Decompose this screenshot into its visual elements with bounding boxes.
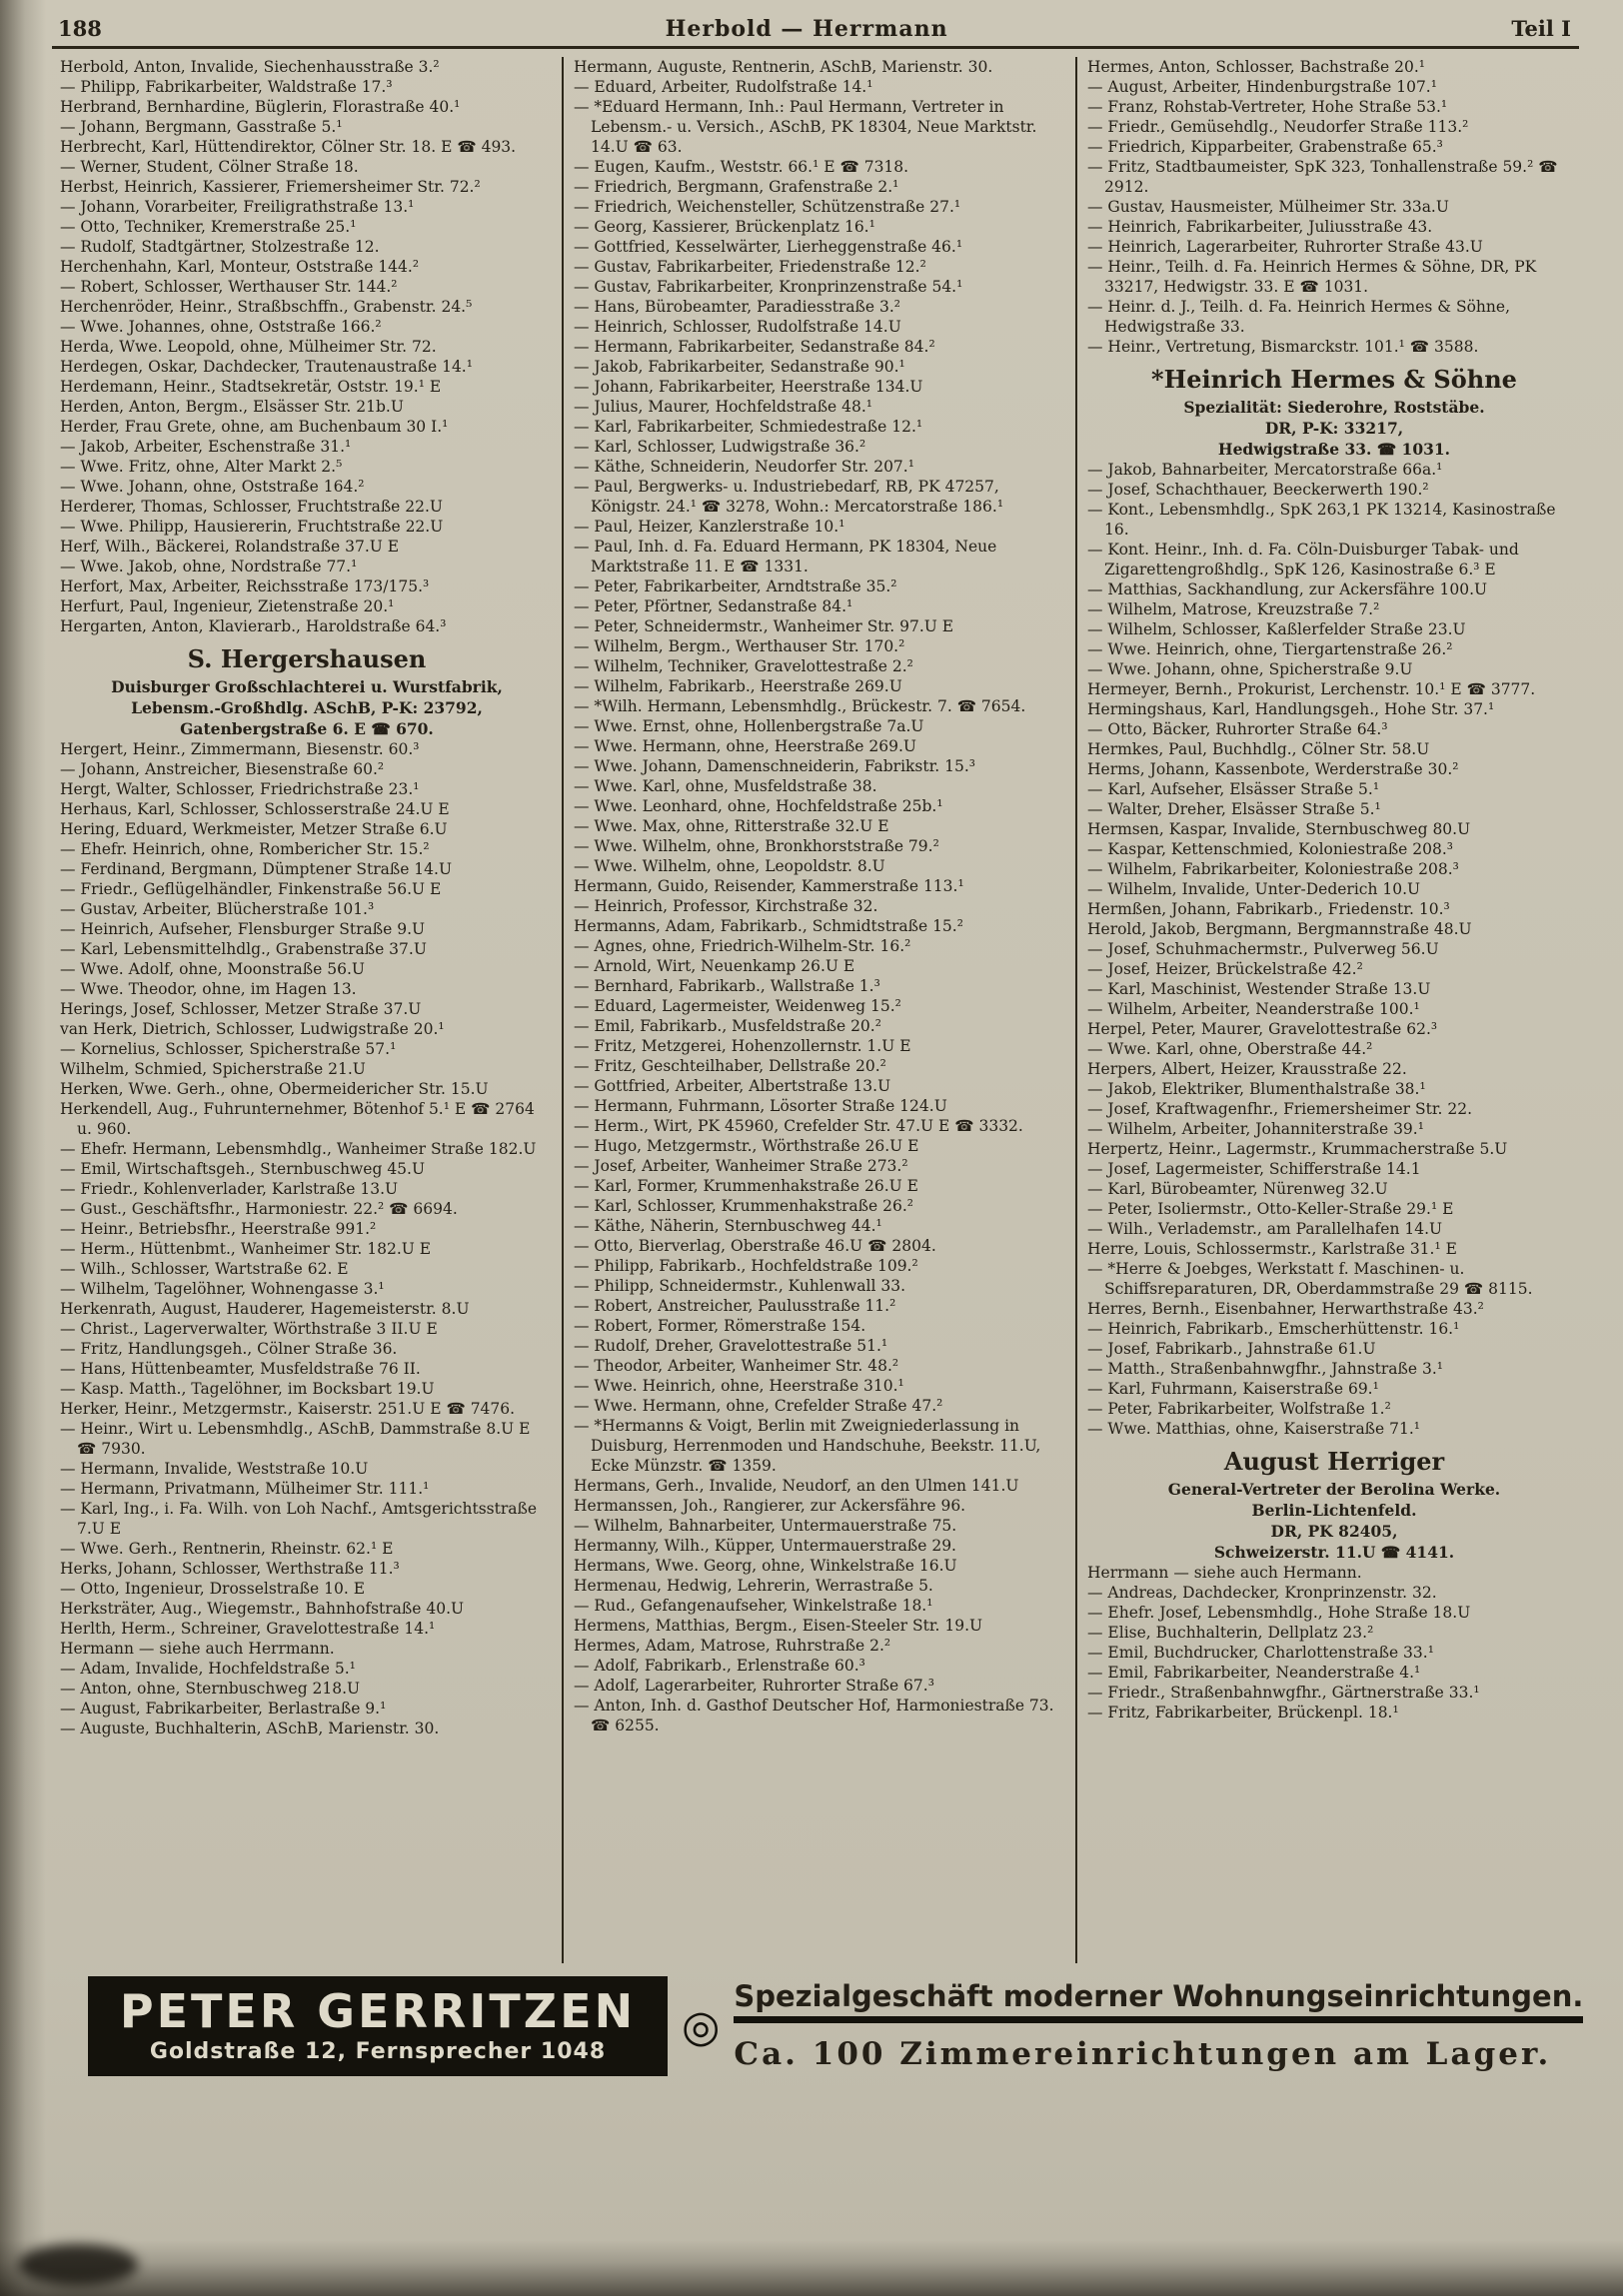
directory-company-heading: August Herriger — [1223, 1447, 1445, 1476]
directory-entry: — *Wilh. Hermann, Lebensmhdlg., Brückestr. 7. ☎ 7654. — [574, 697, 1026, 715]
directory-entry: — Wwe. Jakob, ohne, Nordstraße 77.¹ — [60, 558, 358, 575]
directory-entry: — Rudolf, Dreher, Gravelottestraße 51.¹ — [574, 1337, 888, 1355]
directory-entry: — Paul, Inh. d. Fa. Eduard Hermann, PK 18304, Neue Marktstraße 11. E ☎ 1331. — [574, 538, 997, 575]
directory-entry: — Gustav, Hausmeister, Mülheimer Str. 33a.U — [1087, 198, 1449, 216]
directory-entry: — Josef, Heizer, Brückelstraße 42.² — [1087, 960, 1363, 978]
directory-entry: Hering, Eduard, Werkmeister, Metzer Straße 6.U — [60, 820, 448, 838]
directory-entry: — Karl, Bürobeamter, Nürenweg 32.U — [1087, 1180, 1388, 1198]
directory-entry: — Robert, Anstreicher, Paulusstraße 11.² — [574, 1297, 896, 1315]
directory-company-heading: *Heinrich Hermes & Söhne — [1151, 365, 1517, 394]
directory-company-detail: Hedwigstraße 33. ☎ 1031. — [1217, 440, 1451, 459]
directory-entry: Hermann, Auguste, Rentnerin, ASchB, Marienstr. 30. — [574, 58, 993, 76]
directory-entry: — Wilhelm, Fabrikarbeiter, Koloniestraße 208.³ — [1087, 860, 1459, 878]
directory-entry: Hermann, Guido, Reisender, Kammerstraße 113.¹ — [574, 877, 964, 895]
directory-entry: — Wwe. Johann, ohne, Oststraße 164.² — [60, 478, 365, 496]
scan-artifact — [18, 2244, 138, 2286]
directory-entry: Herres, Bernh., Eisenbahner, Herwarthstraße 43.² — [1087, 1300, 1484, 1318]
directory-entry: Herms, Johann, Kassenbote, Werderstraße 30.² — [1087, 760, 1459, 778]
directory-entry: — Friedrich, Bergmann, Grafenstraße 2.¹ — [574, 178, 899, 196]
directory-entry: — Anton, ohne, Sternbuschweg 218.U — [60, 1680, 361, 1698]
directory-entry: — Karl, Aufseher, Elsässer Straße 5.¹ — [1087, 780, 1380, 798]
directory-entry: — Johann, Fabrikarbeiter, Heerstraße 134.U — [574, 378, 923, 396]
directory-entry: — Wwe. Ernst, ohne, Hollenbergstraße 7a.U — [574, 717, 924, 735]
directory-entry: — Käthe, Näherin, Sternbuschweg 44.¹ — [574, 1217, 882, 1235]
directory-entry: — Josef, Lagermeister, Schifferstraße 14.1 — [1087, 1160, 1421, 1178]
directory-company-detail: Spezialität: Siederohre, Roststäbe. — [1183, 398, 1485, 417]
directory-entry: — Adolf, Fabrikarb., Erlenstraße 60.³ — [574, 1657, 865, 1675]
directory-entry: — Rud., Gefangenaufseher, Winkelstraße 18.¹ — [574, 1597, 933, 1615]
directory-entry: Herder, Frau Grete, ohne, am Buchenbaum 30 I.¹ — [60, 418, 449, 436]
directory-entry: — Karl, Maschinist, Westender Straße 13.U — [1087, 980, 1431, 998]
directory-entry: — Matth., Straßenbahnwgfhr., Jahnstraße 3.¹ — [1087, 1360, 1444, 1378]
directory-entry: Herksträter, Aug., Wiegemstr., Bahnhofstraße 40.U — [60, 1600, 465, 1618]
directory-entry: — Friedrich, Kipparbeiter, Grabenstraße 65.³ — [1087, 138, 1443, 156]
directory-entry: Hermann — siehe auch Herrmann. — [60, 1640, 335, 1658]
directory-entry: — Otto, Ingenieur, Drosselstraße 10. E — [60, 1580, 366, 1598]
directory-entry: — Wwe. Johann, Damenschneiderin, Fabrikstr. 15.³ — [574, 757, 976, 775]
directory-company-detail: Duisburger Großschlachterei u. Wurstfabrik, — [111, 677, 503, 696]
directory-entry: — Wwe. Heinrich, ohne, Tiergartenstraße 26.² — [1087, 640, 1453, 658]
directory-entry: — Andreas, Dachdecker, Kronprinzenstr. 32. — [1087, 1584, 1437, 1602]
directory-entry: — Robert, Former, Römerstraße 154. — [574, 1317, 866, 1335]
directory-entry: — *Herre & Joebges, Werkstatt f. Maschinen- u. Schiffsreparaturen, DR, Oberdammstraße 29 ☎ 8115. — [1087, 1260, 1533, 1298]
directory-columns — [0, 55, 1623, 1963]
directory-entry: Hermans, Gerh., Invalide, Neudorf, an den Ulmen 141.U — [574, 1477, 1019, 1495]
directory-entry: — Fritz, Handlungsgeh., Cölner Straße 36. — [60, 1340, 398, 1358]
directory-entry: — Gustav, Fabrikarbeiter, Friedenstraße 12.² — [574, 258, 926, 276]
directory-entry: Hergarten, Anton, Klavierarb., Haroldstraße 64.³ — [60, 617, 447, 635]
ad-company-name: PETER GERRITZEN — [119, 1984, 637, 2038]
page-part-label: Teil I — [1511, 16, 1571, 41]
directory-entry: — Emil, Buchdrucker, Charlottenstraße 33.¹ — [1087, 1644, 1434, 1662]
directory-entry: — Heinr., Betriebsfhr., Heerstraße 991.² — [60, 1220, 377, 1238]
directory-entry: — Josef, Fabrikarb., Jahnstraße 61.U — [1087, 1340, 1376, 1358]
directory-entry: Herdegen, Oskar, Dachdecker, Trautenaustraße 14.¹ — [60, 358, 473, 376]
directory-entry: Herpertz, Heinr., Lagermstr., Krummacherstraße 5.U — [1087, 1140, 1508, 1158]
advertisement-banner — [88, 1976, 1584, 2076]
directory-entry: Herings, Josef, Schlosser, Metzer Straße 37.U — [60, 1000, 422, 1018]
directory-company-detail: DR, PK 82405, — [1270, 1522, 1398, 1541]
directory-entry: — Karl, Former, Krummenhakstraße 26.U E — [574, 1177, 918, 1195]
directory-entry: — Jakob, Fabrikarbeiter, Sedanstraße 90.¹ — [574, 358, 905, 376]
page-number: 188 — [58, 16, 102, 41]
directory-entry: — Emil, Fabrikarb., Musfeldstraße 20.² — [574, 1017, 881, 1035]
directory-entry: — Eduard, Arbeiter, Rudolfstraße 14.¹ — [574, 78, 873, 96]
directory-entry: — Peter, Fabrikarbeiter, Arndtstraße 35.² — [574, 577, 897, 595]
directory-entry: — Herm., Hüttenbmt., Wanheimer Str. 182.U E — [60, 1240, 432, 1258]
directory-entry: — Otto, Bierverlag, Oberstraße 46.U ☎ 2804. — [574, 1237, 936, 1255]
directory-entry: — Fritz, Stadtbaumeister, SpK 323, Tonhallenstraße 59.² ☎ 2912. — [1087, 158, 1558, 196]
directory-entry: Herken, Wwe. Gerh., ohne, Obermeidericher Str. 15.U — [60, 1080, 489, 1098]
directory-entry: — Philipp, Fabrikarbeiter, Waldstraße 17.³ — [60, 78, 393, 96]
directory-entry: Herbrand, Bernhardine, Büglerin, Florastraße 40.¹ — [60, 98, 461, 116]
directory-entry: — Josef, Schuhmachermstr., Pulverweg 56.U — [1087, 940, 1439, 958]
directory-entry: — Kaspar, Kettenschmied, Koloniestraße 208.³ — [1087, 840, 1454, 858]
directory-entry: — Karl, Ing., i. Fa. Wilh. von Loh Nachf., Amtsgerichtsstraße 7.U E — [60, 1500, 538, 1538]
directory-entry: — Wwe. Theodor, ohne, im Hagen 13. — [60, 980, 357, 998]
directory-entry: — Wwe. Wilhelm, ohne, Bronkhorststraße 79.² — [574, 837, 939, 855]
directory-entry: — Wilh., Schlosser, Wartstraße 62. E — [60, 1260, 349, 1278]
directory-entry: — Fritz, Geschteilhaber, Dellstraße 20.² — [574, 1057, 886, 1075]
directory-company-detail: Schweizerstr. 11.U ☎ 4141. — [1213, 1543, 1455, 1562]
directory-entry: — Heinr. d. J., Teilh. d. Fa. Heinrich Hermes & Söhne, Hedwigstraße 33. — [1087, 298, 1510, 336]
header-rule — [52, 46, 1579, 49]
directory-entry: — Wilhelm, Fabrikarb., Heerstraße 269.U — [574, 677, 902, 695]
directory-entry: — Wilhelm, Arbeiter, Johanniterstraße 39.¹ — [1087, 1120, 1424, 1138]
directory-entry: — Philipp, Fabrikarb., Hochfeldstraße 109.² — [574, 1257, 918, 1275]
directory-entry: — Johann, Vorarbeiter, Freiligrathstraße 13.¹ — [60, 198, 415, 216]
directory-entry: — Fritz, Metzgerei, Hohenzollernstr. 1.U E — [574, 1037, 911, 1055]
directory-entry: — Wwe. Heinrich, ohne, Heerstraße 310.¹ — [574, 1377, 904, 1395]
directory-entry: — Karl, Schlosser, Krummenhakstraße 26.² — [574, 1197, 913, 1215]
directory-entry: — Wwe. Adolf, ohne, Moonstraße 56.U — [60, 960, 365, 978]
directory-entry: — Wwe. Johann, ohne, Spicherstraße 9.U — [1087, 660, 1413, 678]
directory-entry: — Heinrich, Professor, Kirchstraße 32. — [574, 897, 878, 915]
directory-entry: — Gustav, Arbeiter, Blücherstraße 101.³ — [60, 900, 375, 918]
directory-entry: — Walter, Dreher, Elsässer Straße 5.¹ — [1087, 800, 1381, 818]
directory-company-detail: DR, P-K: 33217, — [1264, 419, 1404, 438]
directory-entry: Herre, Louis, Schlossermstr., Karlstraße 31.¹ E — [1087, 1240, 1457, 1258]
directory-entry: Hermes, Adam, Matrose, Ruhrstraße 2.² — [574, 1637, 891, 1655]
directory-entry: — Wwe. Fritz, ohne, Alter Markt 2.⁵ — [60, 458, 343, 476]
directory-entry: Herchenröder, Heinr., Straßbschffn., Grabenstr. 24.⁵ — [60, 298, 473, 316]
directory-entry: — *Hermanns & Voigt, Berlin mit Zweigniederlassung in Duisburg, Herrenmoden und Handschuhe, Beekstr. 11.U, Ecke Münzstr. ☎ 1359. — [574, 1417, 1041, 1475]
directory-entry: — Otto, Techniker, Kremerstraße 25.¹ — [60, 218, 357, 236]
page-bottom-shadow — [0, 2240, 1623, 2296]
directory-entry: — Robert, Schlosser, Werthauser Str. 144.² — [60, 278, 398, 296]
directory-entry: Hermanny, Wilh., Küpper, Untermauerstraße 29. — [574, 1537, 956, 1555]
directory-entry: — August, Arbeiter, Hindenburgstraße 107.¹ — [1087, 78, 1437, 96]
directory-entry: Hermanns, Adam, Fabrikarb., Schmidtstraße 15.² — [574, 917, 963, 935]
directory-entry: — Karl, Fabrikarbeiter, Schmiedestraße 12.¹ — [574, 418, 923, 436]
directory-entry: — Heinr., Teilh. d. Fa. Heinrich Hermes & Söhne, DR, PK 33217, Hedwigstr. 33. E ☎ 1031. — [1087, 258, 1537, 296]
directory-entry: — Bernhard, Fabrikarb., Wallstraße 1.³ — [574, 977, 880, 995]
directory-entry: — Eugen, Kaufm., Weststr. 66.¹ E ☎ 7318. — [574, 158, 909, 176]
ad-company-address: Goldstraße 12, Fernsprecher 1048 — [149, 2039, 607, 2064]
directory-entry: — Eduard, Lagermeister, Weidenweg 15.² — [574, 997, 901, 1015]
directory-entry: — Wilhelm, Bergm., Werthauser Str. 170.² — [574, 637, 905, 655]
directory-entry: — Georg, Kassierer, Brückenplatz 16.¹ — [574, 218, 875, 236]
directory-entry: Herbold, Anton, Invalide, Siechenhausstraße 3.² — [60, 58, 440, 76]
directory-entry: Herda, Wwe. Leopold, ohne, Mülheimer Str. 72. — [60, 338, 437, 356]
directory-entry: Hermanssen, Joh., Rangierer, zur Ackersfähre 96. — [574, 1497, 966, 1515]
directory-entry: — Hans, Hüttenbeamter, Musfeldstraße 76 II. — [60, 1360, 421, 1378]
directory-entry: — Josef, Kraftwagenfhr., Friemersheimer Str. 22. — [1087, 1100, 1473, 1118]
directory-entry: — Wwe. Gerh., Rentnerin, Rheinstr. 62.¹ E — [60, 1540, 394, 1558]
directory-entry: — Johann, Bergmann, Gasstraße 5.¹ — [60, 118, 343, 136]
directory-company-detail: General-Vertreter der Berolina Werke. — [1167, 1480, 1501, 1499]
directory-entry: — Gustav, Fabrikarbeiter, Kronprinzenstraße 54.¹ — [574, 278, 963, 296]
directory-entry: — Hugo, Metzgermstr., Wörthstraße 26.U E — [574, 1137, 919, 1155]
directory-entry: — Wwe. Leonhard, ohne, Hochfeldstraße 25b.¹ — [574, 797, 943, 815]
directory-entry: — Hermann, Privatmann, Mülheimer Str. 111.¹ — [60, 1480, 430, 1498]
directory-entry: — Friedrich, Weichensteller, Schützenstraße 27.¹ — [574, 198, 961, 216]
directory-entry: van Herk, Dietrich, Schlosser, Ludwigstraße 20.¹ — [60, 1020, 445, 1038]
directory-entry: Herpel, Peter, Maurer, Gravelottestraße 62.³ — [1087, 1020, 1438, 1038]
directory-entry: — Karl, Fuhrmann, Kaiserstraße 69.¹ — [1087, 1380, 1379, 1398]
directory-entry: — *Eduard Hermann, Inh.: Paul Hermann, Vertreter in Lebensm.- u. Versich., ASchB, PK 18304, Neue Marktstr. 14.U ☎ 63. — [574, 98, 1037, 156]
page-header — [0, 0, 1623, 44]
directory-entry: — August, Fabrikarbeiter, Berlastraße 9.¹ — [60, 1700, 387, 1718]
directory-entry: — Jakob, Arbeiter, Eschenstraße 31.¹ — [60, 438, 352, 456]
directory-entry: — Käthe, Schneiderin, Neudorfer Str. 207.¹ — [574, 458, 914, 476]
directory-entry: — Karl, Schlosser, Ludwigstraße 36.² — [574, 438, 866, 456]
ad-slogan-line1: Spezialgeschäft moderner Wohnungseinrichtungen. — [734, 1978, 1583, 2023]
directory-entry: — Wilhelm, Schlosser, Kaßlerfelder Straße 23.U — [1087, 620, 1466, 638]
directory-entry: — Wilhelm, Matrose, Kreuzstraße 7.² — [1087, 600, 1380, 618]
directory-entry: Hermes, Anton, Schlosser, Bachstraße 20.¹ — [1087, 58, 1426, 76]
directory-company-detail: Gatenbergstraße 6. E ☎ 670. — [180, 719, 434, 738]
directory-entry: — Werner, Student, Cölner Straße 18. — [60, 158, 359, 176]
directory-entry: — Franz, Rohstab-Vertreter, Hohe Straße 53.¹ — [1087, 98, 1448, 116]
directory-entry: — Rudolf, Stadtgärtner, Stolzestraße 12. — [60, 238, 380, 256]
directory-entry: — Wwe. Wilhelm, ohne, Leopoldstr. 8.U — [574, 857, 885, 875]
directory-entry: — Heinr., Wirt u. Lebensmhdlg., ASchB, Dammstraße 8.U E ☎ 7930. — [60, 1420, 531, 1458]
directory-entry: — Matthias, Sackhandlung, zur Ackersfähre 100.U — [1087, 580, 1488, 598]
directory-entry: — Emil, Fabrikarbeiter, Neanderstraße 4.¹ — [1087, 1664, 1421, 1682]
directory-entry: — Friedr., Straßenbahnwgfhr., Gärtnerstraße 33.¹ — [1087, 1684, 1480, 1702]
directory-entry: — Christ., Lagerverwalter, Wörthstraße 3 II.U E — [60, 1320, 438, 1338]
directory-entry: — Wwe. Hermann, ohne, Crefelder Straße 47.² — [574, 1397, 943, 1415]
directory-entry: — Gottfried, Arbeiter, Albertstraße 13.U — [574, 1077, 891, 1095]
directory-entry: — Ehefr. Hermann, Lebensmhdlg., Wanheimer Straße 182.U — [60, 1140, 537, 1158]
directory-company-heading: S. Hergershausen — [187, 644, 427, 673]
directory-entry: — Jakob, Elektriker, Blumenthalstraße 38.¹ — [1087, 1080, 1426, 1098]
directory-entry: — Wwe. Max, ohne, Ritterstraße 32.U E — [574, 817, 889, 835]
directory-entry: Hergt, Walter, Schlosser, Friedrichstraße 23.¹ — [60, 780, 420, 798]
directory-entry: Hermens, Matthias, Bergm., Eisen-Steeler Str. 19.U — [574, 1617, 983, 1635]
directory-entry: — Karl, Lebensmittelhdlg., Grabenstraße 37.U — [60, 940, 427, 958]
directory-entry: — Julius, Maurer, Hochfeldstraße 48.¹ — [574, 398, 873, 416]
directory-entry: — Gust., Geschäftsfhr., Harmoniestr. 22.² ☎ 6694. — [60, 1200, 458, 1218]
directory-entry: Herks, Johann, Schlosser, Werthstraße 11.³ — [60, 1560, 400, 1578]
directory-entry: — Kornelius, Schlosser, Spicherstraße 57.¹ — [60, 1040, 397, 1058]
directory-entry: — Wilh., Verlademstr., am Parallelhafen 14.U — [1087, 1220, 1443, 1238]
directory-entry: Herold, Jakob, Bergmann, Bergmannstraße 48.U — [1087, 920, 1472, 938]
directory-entry: — Gottfried, Kesselwärter, Lierheggenstraße 46.¹ — [574, 238, 963, 256]
directory-entry: — Theodor, Arbeiter, Wanheimer Str. 48.² — [574, 1357, 899, 1375]
directory-entry: — Ehefr. Heinrich, ohne, Rombericher Str. 15.² — [60, 840, 430, 858]
directory-entry: Herfort, Max, Arbeiter, Reichsstraße 173/175.³ — [60, 577, 430, 595]
directory-entry: Hermsen, Kaspar, Invalide, Sternbuschweg 80.U — [1087, 820, 1471, 838]
directory-entry: — Elise, Buchhalterin, Dellplatz 23.² — [1087, 1624, 1374, 1642]
directory-company-detail: Lebensm.-Großhdlg. ASchB, P-K: 23792, — [131, 698, 483, 717]
directory-entry: — Heinrich, Fabrikarb., Emscherhüttenstr. 16.¹ — [1087, 1320, 1460, 1338]
directory-entry: — Hermann, Fuhrmann, Lösorter Straße 124.U — [574, 1097, 947, 1115]
directory-entry: Herkendell, Aug., Fuhrunternehmer, Bötenhof 5.¹ E ☎ 2764 u. 960. — [60, 1100, 535, 1138]
ad-slogan-block — [734, 1976, 1583, 2076]
directory-entry: — Kont. Heinr., Inh. d. Fa. Cöln-Duisburger Tabak- und Zigarettengroßhdlg., SpK 126, Kasinostraße 6.³ E — [1087, 541, 1519, 578]
directory-entry: — Wwe. Matthias, ohne, Kaiserstraße 71.¹ — [1087, 1420, 1421, 1438]
directory-entry: Herbrecht, Karl, Hüttendirektor, Cölner Str. 18. E ☎ 493. — [60, 138, 517, 156]
directory-entry: — Heinr., Vertretung, Bismarckstr. 101.¹ ☎ 3588. — [1087, 338, 1479, 356]
directory-entry: Hermans, Wwe. Georg, ohne, Winkelstraße 16.U — [574, 1557, 957, 1575]
directory-entry: — Hermann, Invalide, Weststraße 10.U — [60, 1460, 369, 1478]
ad-slogan-line2: Ca. 100 Zimmereinrichtungen am Lager. — [734, 2036, 1552, 2072]
directory-entry: — Wwe. Philipp, Hausiererin, Fruchtstraße 22.U — [60, 518, 444, 536]
directory-column-3 — [1075, 57, 1589, 1963]
directory-entry: — Hans, Bürobeamter, Paradiesstraße 3.² — [574, 298, 901, 316]
directory-entry: Herker, Heinr., Metzgermstr., Kaiserstr. 251.U E ☎ 7476. — [60, 1400, 516, 1418]
directory-entry: Herdemann, Heinr., Stadtsekretär, Oststr. 19.¹ E — [60, 378, 442, 396]
directory-entry: Herkenrath, August, Hauderer, Hagemeisterstr. 8.U — [60, 1300, 470, 1318]
directory-entry: — Otto, Bäcker, Ruhrorter Straße 64.³ — [1087, 720, 1388, 738]
directory-column-1 — [56, 57, 562, 1963]
directory-entry: Hermingshaus, Karl, Handlungsgeh., Hohe Str. 37.¹ — [1087, 700, 1495, 718]
directory-entry: Herhaus, Karl, Schlosser, Schlosserstraße 24.U E — [60, 800, 450, 818]
directory-entry: — Jakob, Bahnarbeiter, Mercatorstraße 66a.¹ — [1087, 461, 1443, 479]
page-title: Herbold — Herrmann — [665, 16, 948, 42]
directory-entry: — Anton, Inh. d. Gasthof Deutscher Hof, Harmoniestraße 73. ☎ 6255. — [574, 1697, 1054, 1734]
directory-entry: — Paul, Bergwerks- u. Industriebedarf, RB, PK 47257, Königstr. 24.¹ ☎ 3278, Wohn.: Mercatorstraße 186.¹ — [574, 478, 1004, 516]
directory-entry: — Josef, Schachthauer, Beeckerwerth 190.² — [1087, 481, 1429, 499]
directory-company-detail: Berlin-Lichtenfeld. — [1251, 1501, 1417, 1520]
directory-entry: — Josef, Arbeiter, Wanheimer Straße 273.² — [574, 1157, 908, 1175]
directory-entry: — Peter, Schneidermstr., Wanheimer Str. 97.U E — [574, 617, 954, 635]
directory-entry: — Paul, Heizer, Kanzlerstraße 10.¹ — [574, 518, 845, 536]
directory-entry: — Hermann, Fabrikarbeiter, Sedanstraße 84.² — [574, 338, 935, 356]
directory-entry: — Fritz, Fabrikarbeiter, Brückenpl. 18.¹ — [1087, 1704, 1399, 1722]
directory-entry: Hermkes, Paul, Buchhdlg., Cölner Str. 58.U — [1087, 740, 1430, 758]
directory-entry: — Heinrich, Aufseher, Flensburger Straße 9.U — [60, 920, 426, 938]
directory-entry: — Kont., Lebensmhdlg., SpK 263,1 PK 13214, Kasinostraße 16. — [1087, 501, 1556, 539]
directory-entry: Hergert, Heinr., Zimmermann, Biesenstr. 60.³ — [60, 740, 420, 758]
directory-entry: Wilhelm, Schmied, Spicherstraße 21.U — [60, 1060, 366, 1078]
directory-entry: Hermeyer, Bernh., Prokurist, Lerchenstr. 10.¹ E ☎ 3777. — [1087, 680, 1536, 698]
directory-entry: Herlth, Herm., Schreiner, Gravelottestraße 14.¹ — [60, 1620, 436, 1638]
directory-entry: — Agnes, ohne, Friedrich-Wilhelm-Str. 16.² — [574, 937, 911, 955]
directory-entry: — Philipp, Schneidermstr., Kuhlenwall 33. — [574, 1277, 905, 1295]
directory-entry: — Wilhelm, Bahnarbeiter, Untermauerstraße 75. — [574, 1517, 957, 1535]
directory-entry: Herrmann — siehe auch Hermann. — [1087, 1564, 1362, 1582]
directory-entry: — Wilhelm, Tagelöhner, Wohnengasse 3.¹ — [60, 1280, 385, 1298]
directory-entry: — Heinrich, Lagerarbeiter, Ruhrorter Straße 43.U — [1087, 238, 1483, 256]
directory-entry: — Friedr., Geflügelhändler, Finkenstraße 56.U E — [60, 880, 442, 898]
directory-entry: — Emil, Wirtschaftsgeh., Sternbuschweg 45.U — [60, 1160, 426, 1178]
directory-entry: — Adam, Invalide, Hochfeldstraße 5.¹ — [60, 1660, 356, 1678]
directory-entry: Herden, Anton, Bergm., Elsässer Str. 21b.U — [60, 398, 404, 416]
directory-entry: — Auguste, Buchhalterin, ASchB, Marienstr. 30. — [60, 1720, 440, 1737]
directory-entry: — Wwe. Johannes, ohne, Oststraße 166.² — [60, 318, 382, 336]
directory-entry: Herbst, Heinrich, Kassierer, Friemersheimer Str. 72.² — [60, 178, 481, 196]
directory-entry: — Adolf, Lagerarbeiter, Ruhrorter Straße 67.³ — [574, 1677, 934, 1695]
ad-company-block — [88, 1976, 668, 2076]
directory-entry: Herpers, Albert, Heizer, Krausstraße 22. — [1087, 1060, 1407, 1078]
directory-entry: Hermßen, Johann, Fabrikarb., Friedenstr. 10.³ — [1087, 900, 1450, 918]
directory-entry: — Friedr., Gemüsehdlg., Neudorfer Straße 113.² — [1087, 118, 1469, 136]
directory-entry: — Ehefr. Josef, Lebensmhdlg., Hohe Straße 18.U — [1087, 1604, 1471, 1622]
directory-entry: — Johann, Anstreicher, Biesenstraße 60.² — [60, 760, 385, 778]
directory-entry: — Wwe. Hermann, ohne, Heerstraße 269.U — [574, 737, 916, 755]
directory-entry: — Wilhelm, Techniker, Gravelottestraße 2.² — [574, 657, 913, 675]
ad-ornament-icon: ◎ — [682, 2000, 721, 2052]
directory-column-2 — [562, 57, 1075, 1963]
directory-entry: Herchenhahn, Karl, Monteur, Oststraße 144.² — [60, 258, 420, 276]
directory-entry: Hermenau, Hedwig, Lehrerin, Werrastraße 5. — [574, 1577, 933, 1595]
directory-entry: Herderer, Thomas, Schlosser, Fruchtstraße 22.U — [60, 498, 443, 516]
directory-entry: — Heinrich, Schlosser, Rudolfstraße 14.U — [574, 318, 901, 336]
directory-entry: — Wilhelm, Invalide, Unter-Dederich 10.U — [1087, 880, 1421, 898]
directory-entry: — Herm., Wirt, PK 45960, Crefelder Str. 47.U E ☎ 3332. — [574, 1117, 1023, 1135]
directory-entry: — Wwe. Karl, ohne, Musfeldstraße 38. — [574, 777, 877, 795]
directory-entry: Herfurt, Paul, Ingenieur, Zietenstraße 20.¹ — [60, 597, 395, 615]
directory-entry: — Peter, Pförtner, Sedanstraße 84.¹ — [574, 597, 853, 615]
directory-entry: — Heinrich, Fabrikarbeiter, Juliusstraße 43. — [1087, 218, 1433, 236]
directory-entry: — Wwe. Karl, ohne, Oberstraße 44.² — [1087, 1040, 1373, 1058]
directory-entry: — Arnold, Wirt, Neuenkamp 26.U E — [574, 957, 855, 975]
directory-entry: — Peter, Isoliermstr., Otto-Keller-Straße 29.¹ E — [1087, 1200, 1454, 1218]
directory-entry: — Ferdinand, Bergmann, Dümptener Straße 14.U — [60, 860, 453, 878]
directory-entry: — Wilhelm, Arbeiter, Neanderstraße 100.¹ — [1087, 1000, 1420, 1018]
directory-entry: Herf, Wilh., Bäckerei, Rolandstraße 37.U E — [60, 538, 400, 556]
directory-entry: — Kasp. Matth., Tagelöhner, im Bocksbart 19.U — [60, 1380, 435, 1398]
directory-entry: — Peter, Fabrikarbeiter, Wolfstraße 1.² — [1087, 1400, 1391, 1418]
directory-entry: — Friedr., Kohlenverlader, Karlstraße 13.U — [60, 1180, 399, 1198]
